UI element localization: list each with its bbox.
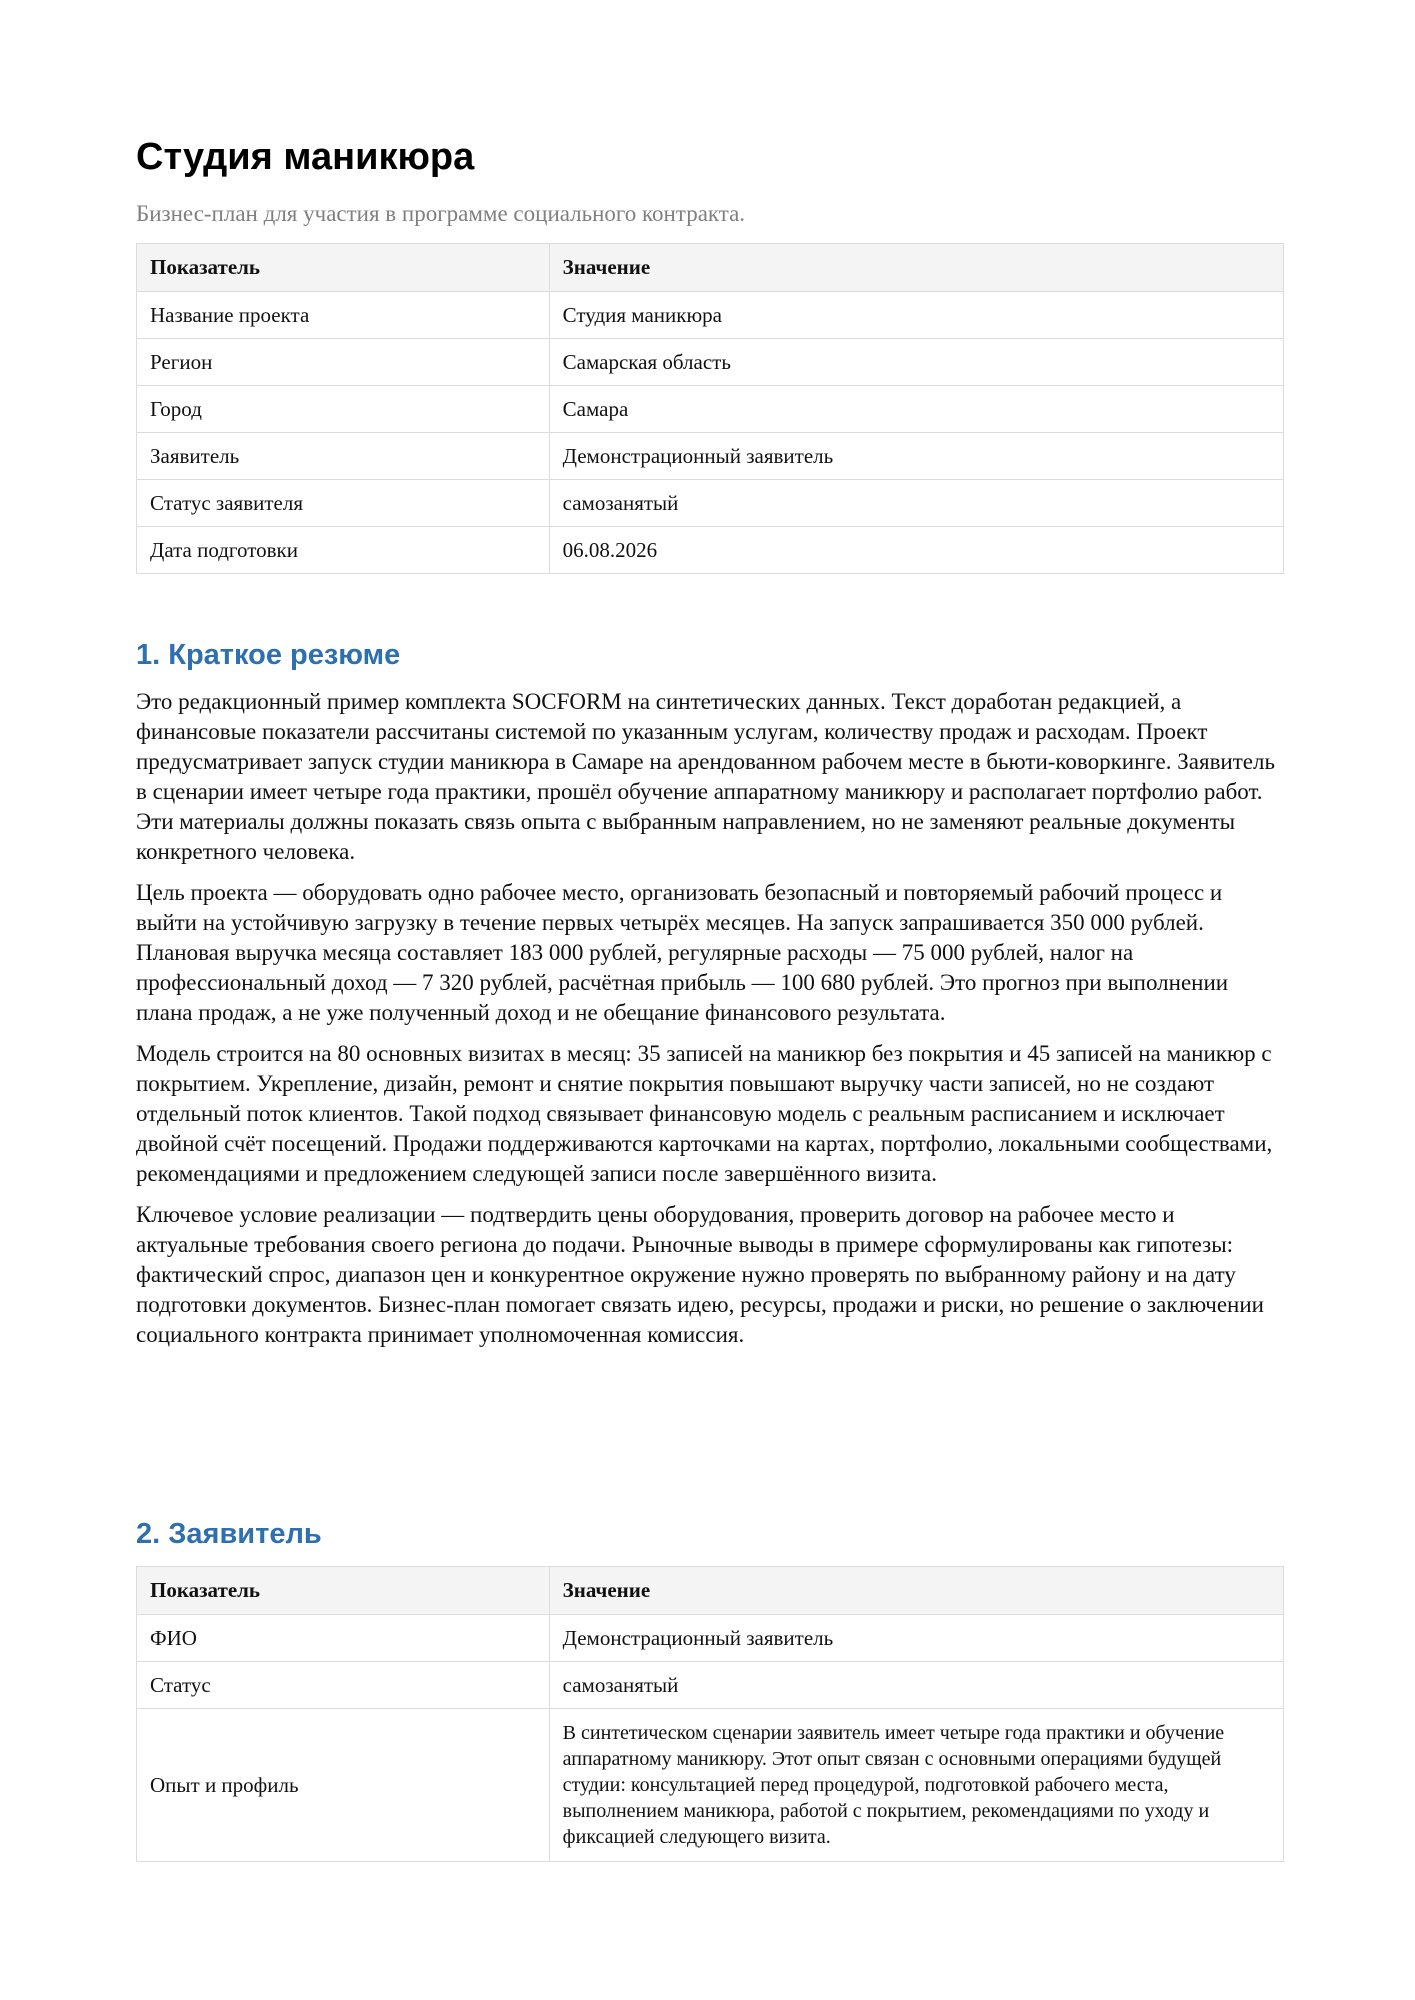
document-subtitle: Бизнес-план для участия в программе социального контракта. [136,201,746,226]
table-row [137,1615,1284,1662]
table-cell-label: Статус [137,1662,550,1709]
table-cell-label: Опыт и профиль [137,1709,550,1862]
table-row [137,480,1284,527]
table-row [137,1662,1284,1709]
table-row [137,292,1284,339]
paragraph: Цель проекта — оборудовать одно рабочее место, организовать безопасный и повторяемый рабочий процесс и выйти на устойчивую загрузку в течение первых четырёх месяцев. На запуск запрашивается 350 000 рублей. Плановая выручка месяца составляет 183 000 рублей, регулярные расходы — 75 000 рублей, налог на профессиональный доход — 7 320 рублей, расчётная прибыль — 100 680 рублей. Это прогноз при выполнении плана продаж, а не уже полученный доход и не обещание финансового результата. [136,880,1229,1025]
table-cell-value: Самарская область [549,339,1283,386]
column-header: Значение [549,1567,1283,1615]
project-summary-table [136,243,1284,574]
table-cell-value: 06.08.2026 [549,527,1283,574]
table-cell-value: Студия маникюра [549,292,1283,339]
section-heading-applicant: 2. Заявитель [136,1518,322,1550]
paragraph: Ключевое условие реализации — подтвердить цены оборудования, проверить договор на рабочее место и актуальные требования своего региона до подачи. Рыночные выводы в примере сформулированы как гипотезы: фактический спрос, диапазон цен и конкурентное окружение нужно проверять по выбранному району и на дату подготовки документов. Бизнес-план помогает связать идею, ресурсы, продажи и риски, но решение о заключении социального контракта принимает уполномоченная комиссия. [136,1202,1264,1347]
table-cell-label: Статус заявителя [137,480,550,527]
column-header: Значение [549,244,1283,292]
paragraph: Модель строится на 80 основных визитах в месяц: 35 записей на маникюр без покрытия и 45 записей на маникюр с покрытием. Укрепление, дизайн, ремонт и снятие покрытия повышают выручку части записей, но не создают отдельный поток клиентов. Такой подход связывает финансовую модель с реальным расписанием и исключает двойной счёт посещений. Продажи поддерживаются карточками на картах, портфолио, локальными сообществами, рекомендациями и предложением следующей записи после завершённого визита. [136,1041,1273,1186]
table-row [137,386,1284,433]
section-heading-summary: 1. Краткое резюме [136,639,401,671]
table-cell-label: Дата подготовки [137,527,550,574]
table-cell-label: ФИО [137,1615,550,1662]
table-row [137,1709,1284,1862]
summary-text [136,687,1284,1361]
table-header-row [137,1567,1284,1615]
table-cell-value: Демонстрационный заявитель [549,1615,1283,1662]
table-row [137,433,1284,480]
table-row [137,527,1284,574]
column-header: Показатель [137,1567,550,1615]
table-cell-value [549,1709,1283,1862]
table-cell-value: самозанятый [549,1662,1283,1709]
table-cell-label: Заявитель [137,433,550,480]
table-cell-value: Самара [549,386,1283,433]
cell-text: В синтетическом сценарии заявитель имеет четыре года практики и обучение аппаратному маникюру. Этот опыт связан с основными операциями будущей студии: консультацией перед процедурой, подготовкой рабочего места, выполнением маникюра, работой с покрытием, рекомендациями по уходу и фиксацией следующего визита. [562,1722,1225,1848]
applicant-table [136,1566,1284,1862]
table-header-row [137,244,1284,292]
table-cell-value: Демонстрационный заявитель [549,433,1283,480]
table-cell-value: самозанятый [549,480,1283,527]
column-header: Показатель [137,244,550,292]
table-cell-label: Название проекта [137,292,550,339]
table-cell-label: Город [137,386,550,433]
paragraph: Это редакционный пример комплекта SOCFORM на синтетических данных. Текст доработан редакцией, а финансовые показатели рассчитаны системой по указанным услугам, количеству продаж и расходам. Проект предусматривает запуск студии маникюра в Самаре на арендованном рабочем месте в бьюти-коворкинге. Заявитель в сценарии имеет четыре года практики, прошёл обучение аппаратному маникюру и располагает портфолио работ. Эти материалы должны показать связь опыта с выбранным направлением, но не заменяют реальные документы конкретного человека. [136,689,1275,864]
table-row [137,339,1284,386]
table-cell-label: Регион [137,339,550,386]
document-title: Студия маникюра [136,136,475,178]
